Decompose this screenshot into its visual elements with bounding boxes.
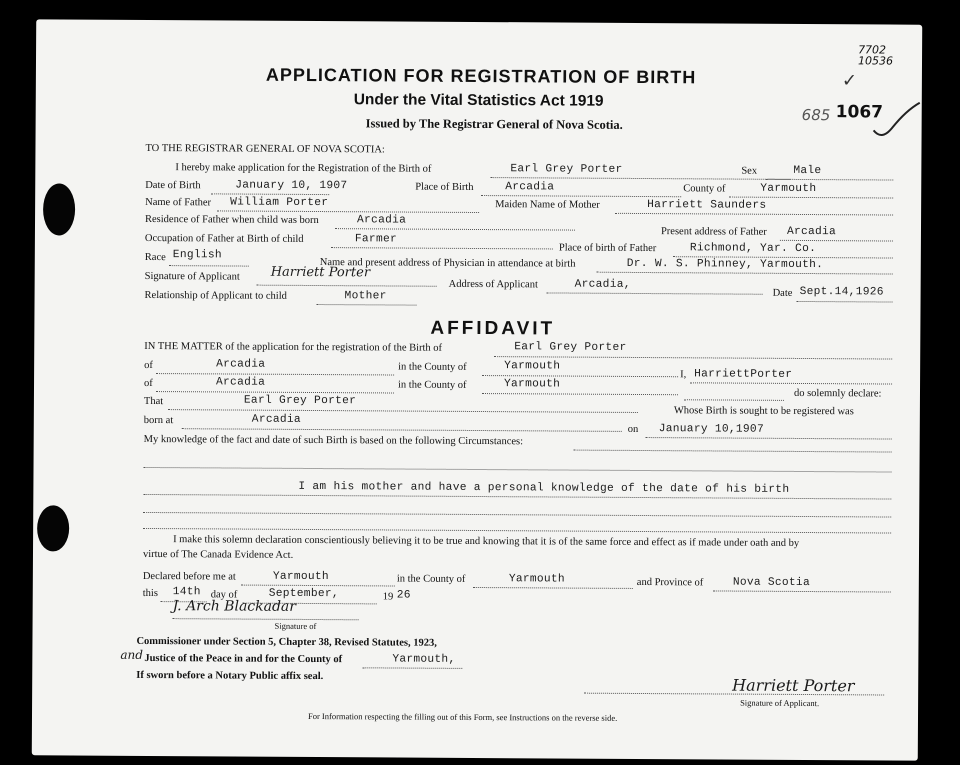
intro-label: I hereby make application for the Registration of the Birth of xyxy=(175,162,432,175)
county-label-2: in the County of xyxy=(397,379,467,391)
declared-label: Declared before me at xyxy=(142,570,236,583)
county-label: County of xyxy=(683,183,726,195)
born-on-value: January 10,1907 xyxy=(658,423,765,436)
justice-county-value: Yarmouth, xyxy=(392,653,456,666)
occupation-value: Farmer xyxy=(354,233,398,246)
residence-label: Residence of Father when child was born xyxy=(145,213,319,227)
applicant-signature: Harriett Porter xyxy=(270,264,371,281)
born-at-value: Arcadia xyxy=(251,413,301,426)
province-value: Nova Scotia xyxy=(732,576,811,590)
of-place-2-value: Arcadia xyxy=(216,376,266,389)
physician-label: Name and present address of Physician in attendance at birth xyxy=(319,257,576,270)
declarant-value: HarriettPorter xyxy=(694,368,793,381)
residence-value: Arcadia xyxy=(356,214,407,227)
of-county-value: Yarmouth xyxy=(504,360,561,373)
father-label: Name of Father xyxy=(145,196,212,209)
signature-of-label: Signature of xyxy=(274,620,317,632)
that-label: That xyxy=(143,395,164,408)
check-mark: ✓ xyxy=(841,70,858,91)
signature-label: Signature of Applicant xyxy=(144,270,240,283)
declared-county-value: Yarmouth xyxy=(508,573,565,586)
commissioner-line: Commissioner under Section 5, Chapter 38, Revised Statutes, 1923, xyxy=(136,635,437,649)
notary-line: If sworn before a Notary Public affix seal. xyxy=(136,669,324,683)
and-label: and xyxy=(120,647,143,662)
solemn-declaration-line-1: I make this solemn declaration conscientiously believing it to be true and knowing that it is of the same force and effect as if made under oath and by xyxy=(173,534,800,549)
footer-note: For Information respecting the filling out of this Form, see Instructions on the reverse side. xyxy=(307,710,618,723)
physician-value: Dr. W. S. Phinney, Yarmouth. xyxy=(626,257,824,272)
of-place-value: Arcadia xyxy=(216,358,266,371)
matter-name-value: Earl Grey Porter xyxy=(514,341,627,354)
of-label-1: of xyxy=(144,359,153,372)
of-label-2: of xyxy=(144,377,153,390)
on-label: on xyxy=(627,423,639,435)
solemn-declaration-line-2: virtue of The Canada Evidence Act. xyxy=(142,548,294,561)
father-value: William Porter xyxy=(230,196,329,210)
occupation-label: Occupation of Father at Birth of child xyxy=(144,232,304,245)
matter-label: IN THE MATTER of the application for the registration of the Birth of xyxy=(144,340,443,354)
registration-number-pencil: 685 xyxy=(801,105,831,125)
day-value: 14th xyxy=(172,586,201,599)
declare-label: do solemnly declare: xyxy=(793,387,882,400)
sex-value: Male xyxy=(793,164,822,178)
pob-label: Place of Birth xyxy=(415,181,474,193)
sex-label: Sex xyxy=(741,165,758,177)
present-address-label: Present address of Father xyxy=(660,226,767,238)
race-label: Race xyxy=(144,251,166,264)
punch-hole-lower xyxy=(37,505,69,551)
form-issuer: Issued by The Registrar General of Nova Scotia. xyxy=(365,116,623,132)
sought-label: Whose Birth is sought to be registered was xyxy=(673,405,854,418)
applicant-address-label: Address of Applicant xyxy=(448,278,538,291)
circumstance-value: I am his mother and have a personal knowledge of the date of his birth xyxy=(298,480,790,496)
day-of-label: day of xyxy=(210,589,238,601)
dob-value: January 10, 1907 xyxy=(235,179,348,193)
declared-at-value: Yarmouth xyxy=(272,570,330,584)
father-birthplace-label: Place of birth of Father xyxy=(558,242,657,255)
province-label: and Province of xyxy=(636,576,704,589)
county-value: Yarmouth xyxy=(760,182,817,196)
knowledge-label: My knowledge of the fact and date of such Birth is based on the following Circumstances: xyxy=(143,433,524,448)
date-label: Date xyxy=(772,287,793,299)
born-at-label: born at xyxy=(143,414,174,427)
registration-check-stroke xyxy=(872,100,922,140)
date-value: Sept.14,1926 xyxy=(799,285,884,299)
this-label: this xyxy=(142,587,158,600)
registration-number: 1067 xyxy=(835,102,884,123)
corner-file-numbers: 7702 10536 xyxy=(857,43,894,68)
mother-value: Harriett Saunders xyxy=(647,199,767,212)
i-label: I, xyxy=(680,369,687,381)
year-value: 26 xyxy=(396,589,411,602)
father-birthplace-value: Richmond, Yar. Co. xyxy=(689,242,817,256)
form-subtitle: Under the Vital Statistics Act 1919 xyxy=(353,91,604,110)
relationship-value: Mother xyxy=(344,290,387,303)
year-prefix: 19 xyxy=(382,591,394,603)
justice-line: Justice of the Peace in and for the County of xyxy=(144,652,343,666)
that-name-value: Earl Grey Porter xyxy=(243,394,357,408)
affidavit-heading: AFFIDAVIT xyxy=(430,317,556,340)
birth-registration-form xyxy=(32,19,922,760)
addressee: TO THE REGISTRAR GENERAL OF NOVA SCOTIA: xyxy=(145,142,385,156)
declared-county-label: in the County of xyxy=(396,573,466,585)
county-label-1: in the County of xyxy=(398,361,467,373)
child-name-value: Earl Grey Porter xyxy=(510,163,623,176)
applicant-signature-label: Signature of Applicant. xyxy=(740,697,820,709)
mother-label: Maiden Name of Mother xyxy=(495,199,600,211)
applicant-address-value: Arcadia, xyxy=(574,278,631,291)
month-value: September, xyxy=(268,587,339,601)
relationship-label: Relationship of Applicant to child xyxy=(144,289,287,302)
dob-label: Date of Birth xyxy=(145,179,201,192)
commissioner-signature: J. Arch Blackadar xyxy=(172,598,297,615)
present-address-value: Arcadia xyxy=(786,225,837,239)
race-value: English xyxy=(172,249,222,262)
applicant-signature-bottom: Harriett Porter xyxy=(732,675,855,696)
pob-value: Arcadia xyxy=(505,181,555,194)
punch-hole-upper xyxy=(43,183,75,235)
form-title: APPLICATION FOR REGISTRATION OF BIRTH xyxy=(265,64,697,88)
of-county-2-value: Yarmouth xyxy=(503,378,561,391)
